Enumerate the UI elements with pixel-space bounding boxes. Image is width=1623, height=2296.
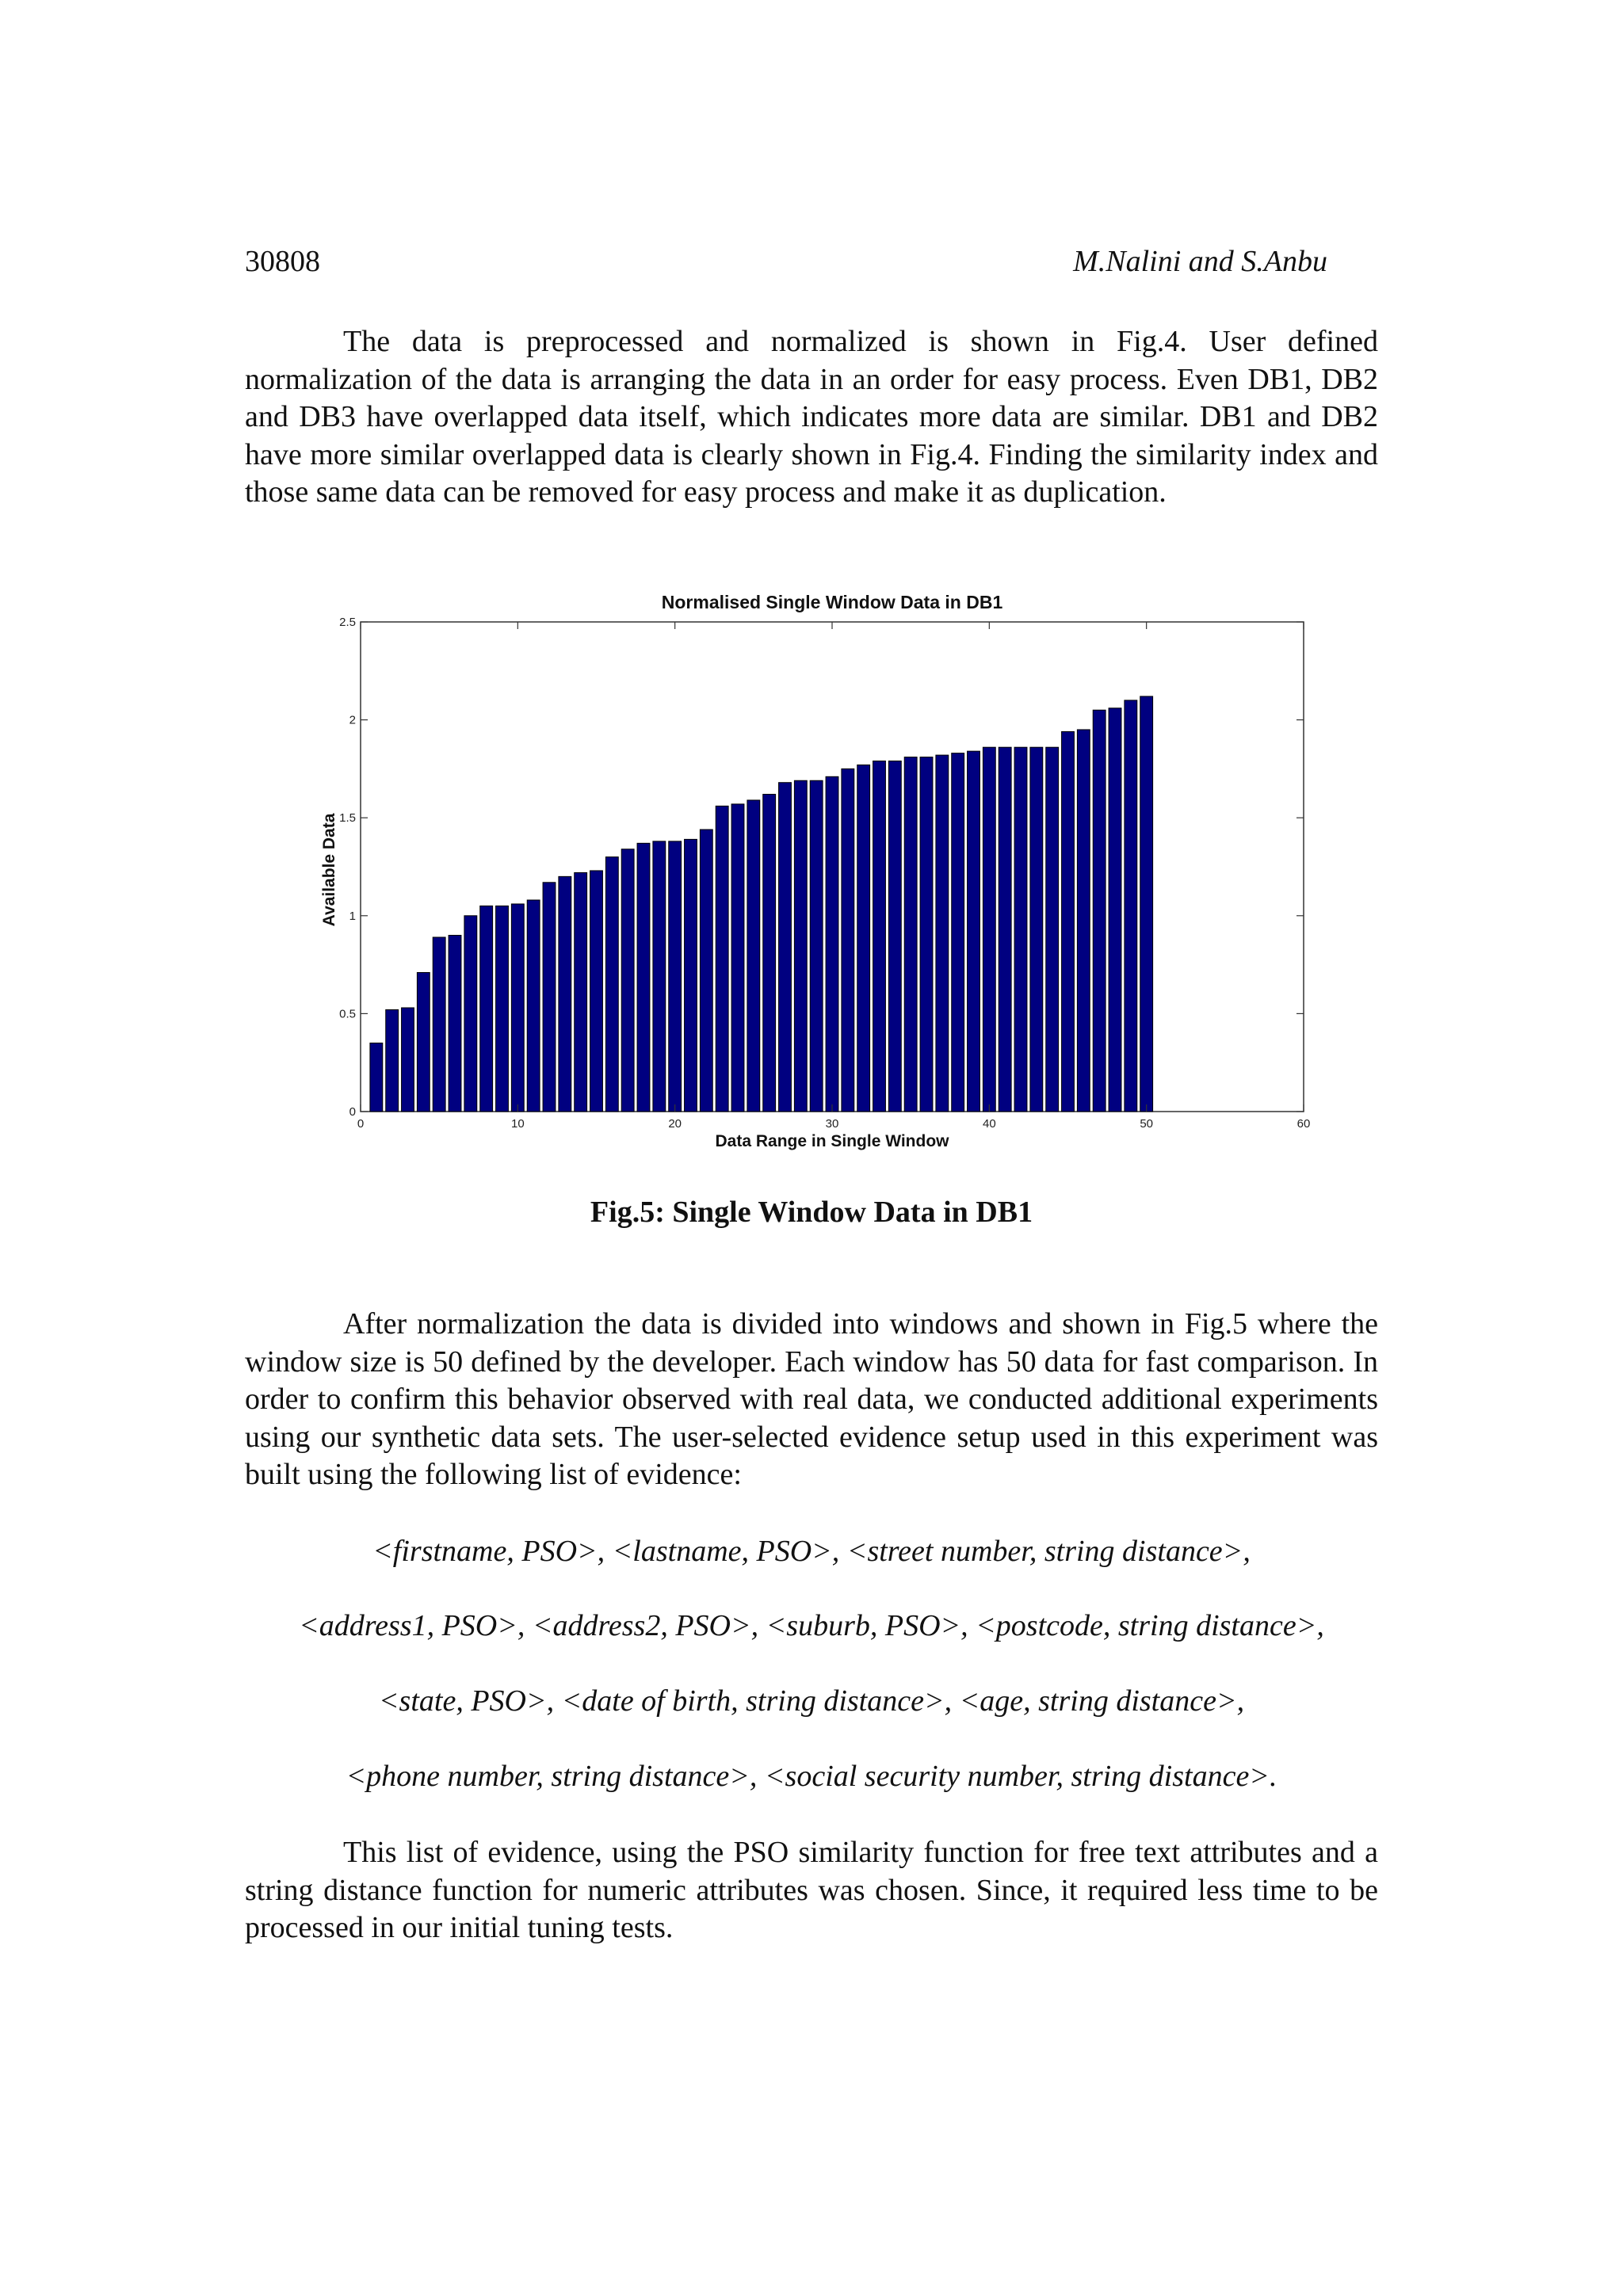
- x-tick-label: 20: [668, 1117, 682, 1131]
- y-tick-label: 1.5: [339, 811, 356, 826]
- bar: [433, 937, 445, 1112]
- bar: [1046, 747, 1059, 1112]
- paragraph-windows: After normalization the data is divided into windows and shown in Fig.5 where the window size is 50 defined by the developer. Each window has 50 data for fast comparison. In order to confirm this behavior observed with real data, we conducted additional experiments using our synthetic data sets. The user-selected evidence setup used in this experiment was built using the following list of evidence:: [245, 1307, 1378, 1491]
- x-tick-label: 40: [982, 1117, 996, 1131]
- bar: [370, 1043, 383, 1112]
- paragraph-intro: The data is preprocessed and normalized is shown in Fig.4. User defined normalization of the data is arranging the data in an order for easy process. Even DB1, DB2 and DB3 have overlapped data itself, which indicates more data are similar. DB1 and DB2 have more similar overlapped data is clearly shown in Fig.4. Finding the similarity index and those same data can be removed for easy process and make it as duplication.: [245, 325, 1378, 509]
- x-tick-label: 30: [825, 1117, 839, 1131]
- bar: [779, 783, 792, 1112]
- bar: [496, 906, 509, 1112]
- bar: [1109, 708, 1121, 1112]
- y-tick-label: 1: [349, 909, 356, 923]
- bar: [1125, 700, 1137, 1112]
- bar: [1140, 696, 1153, 1112]
- bar: [1062, 731, 1075, 1112]
- bar: [559, 876, 571, 1112]
- bar: [700, 830, 712, 1112]
- bar: [464, 916, 477, 1112]
- plot-area: [339, 616, 1310, 1131]
- bar: [731, 804, 744, 1112]
- bar: [480, 906, 493, 1112]
- bar: [810, 780, 823, 1112]
- bar: [794, 780, 807, 1112]
- bar: [637, 843, 650, 1112]
- y-tick-label: 0.5: [339, 1007, 356, 1021]
- bar: [920, 757, 933, 1112]
- page-number: 30808: [245, 245, 320, 278]
- bar: [417, 972, 430, 1112]
- bar-chart: [301, 582, 1331, 1161]
- bar: [449, 936, 461, 1112]
- x-tick-label: 10: [510, 1117, 525, 1131]
- bar: [527, 900, 540, 1112]
- y-tick-label: 2: [349, 713, 356, 727]
- bar: [763, 795, 776, 1112]
- running-head: [245, 244, 1327, 284]
- bar: [888, 761, 901, 1112]
- x-axis-label: Data Range in Single Window: [715, 1132, 949, 1150]
- evidence-line: <state, PSO>, <date of birth, string distance>, <age, string distance>,: [378, 1684, 1245, 1718]
- bar: [685, 839, 697, 1112]
- x-tick-label: 60: [1296, 1117, 1311, 1131]
- evidence-line: <phone number, string distance>, <social security number, string distance>.: [346, 1760, 1277, 1793]
- bar: [747, 800, 760, 1112]
- bar: [857, 765, 870, 1112]
- bar: [590, 871, 603, 1112]
- bar: [936, 755, 949, 1112]
- bar: [716, 806, 728, 1112]
- bar: [511, 904, 524, 1112]
- bar: [621, 849, 634, 1112]
- bar: [386, 1009, 399, 1112]
- bar: [653, 841, 666, 1112]
- bar: [1014, 747, 1027, 1112]
- figure-caption: Fig.5: Single Window Data in DB1: [590, 1196, 1033, 1229]
- bar: [999, 747, 1011, 1112]
- x-tick-label: 0: [357, 1117, 365, 1131]
- y-axis-label: Available Data: [320, 813, 338, 927]
- bar: [605, 857, 618, 1112]
- bar: [873, 761, 886, 1112]
- bar: [952, 753, 964, 1112]
- bar: [543, 883, 556, 1112]
- bar: [669, 841, 682, 1112]
- y-tick-label: 0: [349, 1105, 356, 1119]
- evidence-line: <address1, PSO>, <address2, PSO>, <suburb, PSO>, <postcode, string distance>,: [299, 1609, 1324, 1642]
- evidence-line: <firstname, PSO>, <lastname, PSO>, <street number, string distance>,: [372, 1535, 1251, 1568]
- bar: [1093, 710, 1106, 1112]
- x-tick-label: 50: [1140, 1117, 1154, 1131]
- bar: [826, 776, 838, 1112]
- bar: [842, 769, 854, 1112]
- bar: [1077, 730, 1090, 1112]
- bar: [575, 872, 587, 1112]
- bar: [968, 751, 980, 1112]
- bar: [402, 1008, 414, 1112]
- bar: [983, 747, 995, 1112]
- y-tick-label: 2.5: [339, 616, 356, 629]
- authors: M.Nalini and S.Anbu: [1073, 245, 1327, 278]
- paragraph-conclusion: This list of evidence, using the PSO similarity function for free text attributes and a string distance function for numeric attributes was chosen. Since, it required less time to be processed in our initial tuning tests.: [245, 1836, 1378, 1944]
- bar: [1030, 747, 1043, 1112]
- chart-title: Normalised Single Window Data in DB1: [661, 592, 1003, 612]
- bar: [904, 757, 917, 1112]
